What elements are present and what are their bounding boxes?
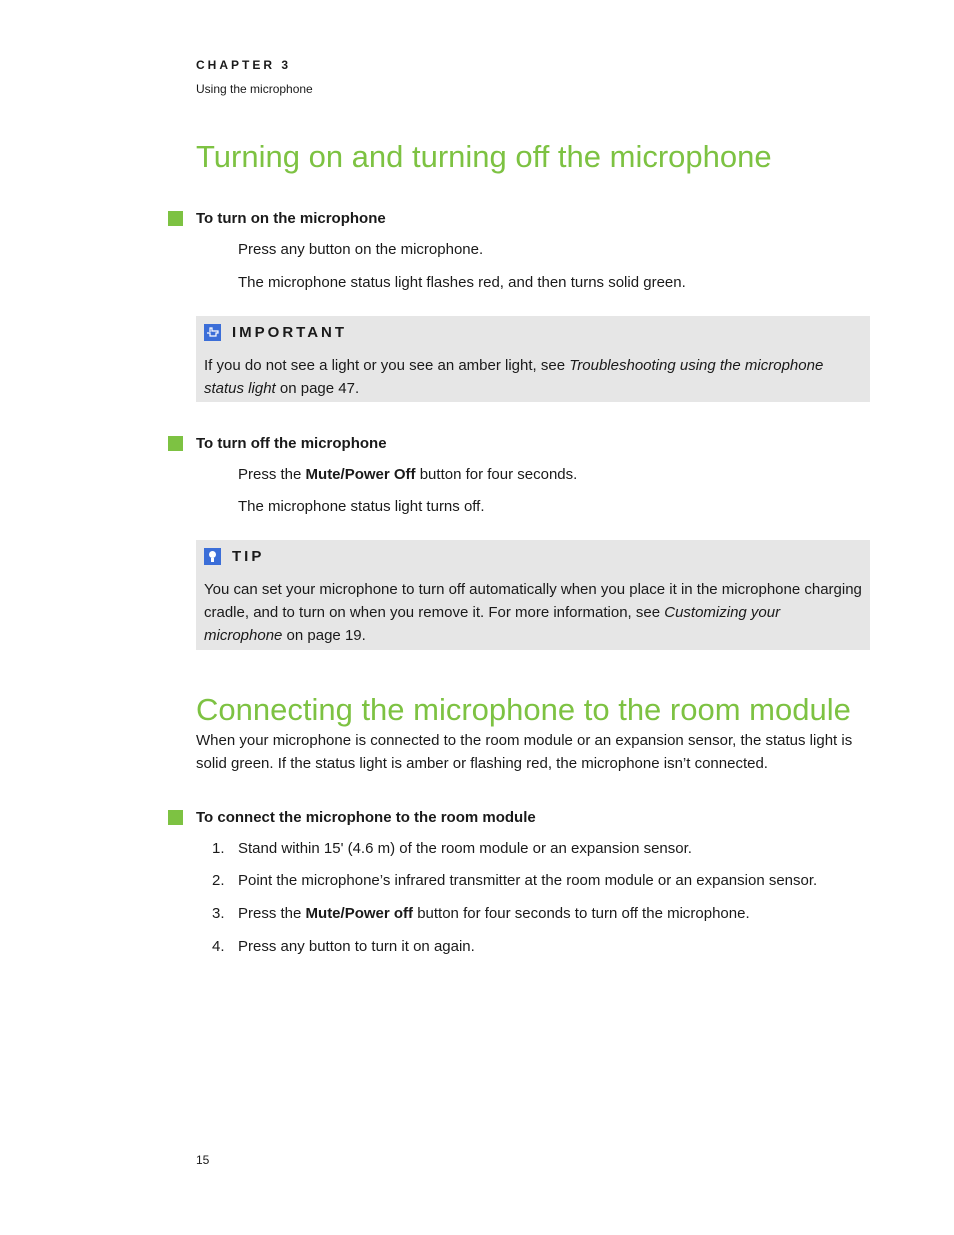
tip-note bbox=[196, 540, 870, 650]
tip-text: You can set your microphone to turn off automatically when you place it in the microphone charging cradle, and to turn on when you remove it. For more information, see Customizing your microphone on page 19. bbox=[204, 581, 862, 644]
step-result-text: The microphone status light flashes red, and then turns solid green. bbox=[238, 274, 686, 291]
cross-reference-link[interactable]: Customizing your microphone bbox=[204, 604, 781, 644]
pointing-hand-icon bbox=[204, 324, 221, 341]
step-result-text: The microphone status light turns off. bbox=[238, 498, 485, 515]
procedure-heading-connect: To connect the microphone to the room module bbox=[168, 807, 536, 827]
section-intro-text: When your microphone is connected to the room module or an expansion sensor, the status light is solid green. If the status light is amber or flashing red, the microphone isn’t connected. bbox=[196, 732, 853, 772]
important-note bbox=[196, 316, 870, 402]
step-text: Press any button on the microphone. bbox=[238, 241, 484, 258]
chapter-label: CHAPTER 3 bbox=[196, 58, 292, 72]
list-item: Press the Mute/Power off button for four seconds to turn off the microphone. bbox=[238, 905, 750, 922]
step-text: Press the Mute/Power Off button for four seconds. bbox=[238, 466, 578, 483]
procedure-heading-turn-off: To turn off the microphone bbox=[168, 433, 387, 453]
procedure-square-icon bbox=[168, 436, 183, 451]
chapter-title: Using the microphone bbox=[196, 82, 313, 96]
procedure-square-icon bbox=[168, 810, 183, 825]
lightbulb-icon bbox=[204, 548, 221, 565]
important-text: If you do not see a light or you see an amber light, see Troubleshooting using the microphone status light on page 47. bbox=[204, 357, 824, 397]
list-item: Press any button to turn it on again. bbox=[238, 938, 475, 955]
section-title-power: Turning on and turning off the microphone bbox=[196, 139, 772, 174]
list-number: 1. bbox=[212, 840, 225, 857]
list-item: Stand within 15' (4.6 m) of the room module or an expansion sensor. bbox=[238, 840, 692, 857]
list-number: 2. bbox=[212, 872, 225, 889]
list-number: 3. bbox=[212, 905, 225, 922]
important-label: IMPORTANT bbox=[232, 324, 348, 341]
list-item: Point the microphone’s infrared transmitter at the room module or an expansion sensor. bbox=[238, 872, 818, 889]
section-title-connect: Connecting the microphone to the room module bbox=[196, 692, 851, 727]
procedure-heading-turn-on: To turn on the microphone bbox=[168, 208, 386, 228]
procedure-square-icon bbox=[168, 211, 183, 226]
page-number: 15 bbox=[196, 1153, 210, 1167]
tip-label: TIP bbox=[232, 548, 265, 565]
cross-reference-link[interactable]: Troubleshooting using the microphone status light bbox=[204, 357, 824, 397]
list-number: 4. bbox=[212, 938, 225, 955]
